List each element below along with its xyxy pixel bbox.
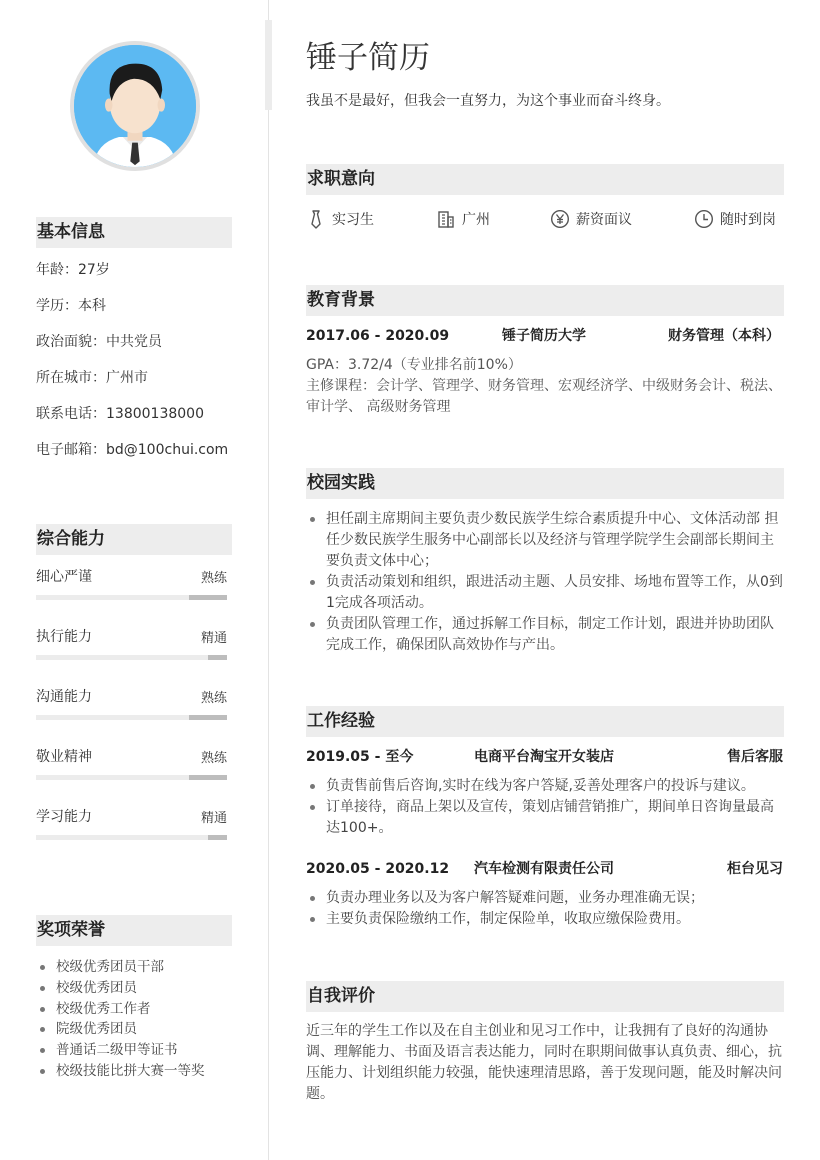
skill-level: 熟练 bbox=[200, 751, 227, 766]
job-duties bbox=[306, 888, 784, 930]
clock-icon bbox=[694, 209, 714, 229]
basic-info-heading: 基本信息 bbox=[36, 217, 232, 248]
skill-bar-fill bbox=[189, 595, 227, 600]
list-item: 普通话二级甲等证书 bbox=[36, 1040, 205, 1061]
divider-accent bbox=[265, 20, 272, 110]
info-age: 年龄：27岁 bbox=[36, 262, 110, 278]
resume-name: 锤子简历 bbox=[306, 40, 430, 76]
skill-bar bbox=[36, 835, 227, 840]
list-item: 校级优秀工作者 bbox=[36, 999, 205, 1020]
building-icon bbox=[436, 209, 456, 229]
list-item: 院级优秀团员 bbox=[36, 1019, 205, 1040]
list-item: 负责办理业务以及为客户解答疑难问题，业务办理准确无误； bbox=[306, 888, 784, 909]
info-city: 所在城市：广州市 bbox=[36, 370, 148, 386]
job-role: 柜台见习 bbox=[727, 861, 783, 877]
education-period: 2017.06 - 2020.09 bbox=[306, 328, 450, 344]
info-email: 电子邮箱：bd@100chui.com bbox=[36, 442, 229, 458]
tie-icon bbox=[306, 209, 326, 229]
skill-bar bbox=[36, 715, 227, 720]
skill-level: 精通 bbox=[200, 631, 227, 646]
skill-level: 熟练 bbox=[200, 691, 227, 706]
education-row bbox=[306, 325, 784, 347]
skill-name: 细心严谨 bbox=[36, 569, 92, 585]
intent-label: 薪资面议 bbox=[576, 212, 632, 228]
skill-bar-fill bbox=[208, 835, 227, 840]
education-major: 财务管理（本科） bbox=[668, 328, 780, 344]
intent-salary bbox=[550, 207, 632, 231]
info-education: 学历：本科 bbox=[36, 298, 106, 314]
intent-label: 广州 bbox=[462, 212, 490, 228]
list-item: 校级技能比拼大赛一等奖 bbox=[36, 1061, 205, 1082]
awards-heading: 奖项荣誉 bbox=[36, 915, 232, 946]
job-role: 售后客服 bbox=[727, 749, 783, 765]
work-heading: 工作经验 bbox=[306, 706, 784, 737]
avatar bbox=[70, 41, 200, 171]
skill-item bbox=[36, 807, 227, 847]
job-company: 电商平台淘宝开女装店 bbox=[474, 749, 614, 765]
job-period: 2019.05 - 至今 bbox=[306, 749, 414, 765]
intent-position bbox=[306, 207, 374, 231]
skill-item bbox=[36, 687, 227, 727]
job-duties bbox=[306, 776, 784, 839]
list-item: 负责团队管理工作，通过拆解工作目标，制定工作计划，跟进并协助团队完成工作，确保团队高效协作与产出。 bbox=[306, 614, 784, 656]
skill-bar bbox=[36, 595, 227, 600]
skill-bar-fill bbox=[208, 655, 227, 660]
skill-bar-fill bbox=[189, 715, 227, 720]
motto: 我虽不是最好，但我会一直努力，为这个事业而奋斗终身。 bbox=[306, 93, 670, 109]
self-eval-text: 近三年的学生工作以及在自主创业和见习工作中，让我拥有了良好的沟通协调、理解能力、书面及语言表达能力，同时在职期间做事认真负责、细心，抗压能力、计划组织能力较强，能快速理清思路，善于发现问题，能及时解决问题。 bbox=[306, 1023, 782, 1102]
self-eval-heading: 自我评价 bbox=[306, 981, 784, 1012]
job-intent-heading: 求职意向 bbox=[306, 164, 784, 195]
education-courses: 主修课程：会计学、管理学、财务管理、宏观经济学、中级财务会计、税法、审计学、 高级财务管理 bbox=[306, 378, 782, 415]
awards-list bbox=[36, 957, 205, 1082]
campus-heading: 校园实践 bbox=[306, 468, 784, 499]
intent-availability bbox=[694, 207, 776, 231]
job-row bbox=[306, 858, 784, 880]
education-gpa: GPA：3.72/4（专业排名前10%） bbox=[306, 357, 522, 373]
skill-name: 沟通能力 bbox=[36, 689, 92, 705]
skill-bar bbox=[36, 655, 227, 660]
column-divider bbox=[268, 0, 269, 1160]
job-company: 汽车检测有限责任公司 bbox=[474, 861, 614, 877]
job-row bbox=[306, 746, 784, 768]
campus-list bbox=[306, 509, 784, 656]
job-period: 2020.05 - 2020.12 bbox=[306, 861, 450, 877]
skill-level: 精通 bbox=[200, 811, 227, 826]
info-phone: 联系电话：13800138000 bbox=[36, 406, 204, 422]
skill-level: 熟练 bbox=[200, 571, 227, 586]
education-school: 锤子简历大学 bbox=[502, 328, 586, 344]
skill-item bbox=[36, 627, 227, 667]
list-item: 校级优秀团员干部 bbox=[36, 957, 205, 978]
list-item: 负责售前售后咨询,实时在线为客户答疑,妥善处理客户的投诉与建议。 bbox=[306, 776, 784, 797]
skill-item bbox=[36, 567, 227, 607]
yen-icon bbox=[550, 209, 570, 229]
intent-city bbox=[436, 207, 490, 231]
skill-name: 敬业精神 bbox=[36, 749, 92, 765]
education-heading: 教育背景 bbox=[306, 285, 784, 316]
intent-label: 实习生 bbox=[332, 212, 374, 228]
intent-label: 随时到岗 bbox=[720, 212, 776, 228]
info-political-status: 政治面貌：中共党员 bbox=[36, 334, 162, 350]
skills-heading: 综合能力 bbox=[36, 524, 232, 555]
skill-item bbox=[36, 747, 227, 787]
list-item: 主要负责保险缴纳工作，制定保险单，收取应缴保险费用。 bbox=[306, 909, 784, 930]
list-item: 担任副主席期间主要负责少数民族学生综合素质提升中心、文体活动部 担任少数民族学生服务中心副部长以及经济与管理学院学生会副部长期间主要负责文体中心； bbox=[306, 509, 784, 572]
skill-bar bbox=[36, 775, 227, 780]
skill-bar-fill bbox=[189, 775, 227, 780]
list-item: 负责活动策划和组织，跟进活动主题、人员安排、场地布置等工作，从0到1完成各项活动。 bbox=[306, 572, 784, 614]
avatar-person-icon bbox=[74, 45, 196, 167]
list-item: 订单接待，商品上架以及宣传，策划店铺营销推广，期间单日咨询量最高达100+。 bbox=[306, 797, 784, 839]
list-item: 校级优秀团员 bbox=[36, 978, 205, 999]
skill-name: 学习能力 bbox=[36, 809, 92, 825]
skill-name: 执行能力 bbox=[36, 629, 92, 645]
